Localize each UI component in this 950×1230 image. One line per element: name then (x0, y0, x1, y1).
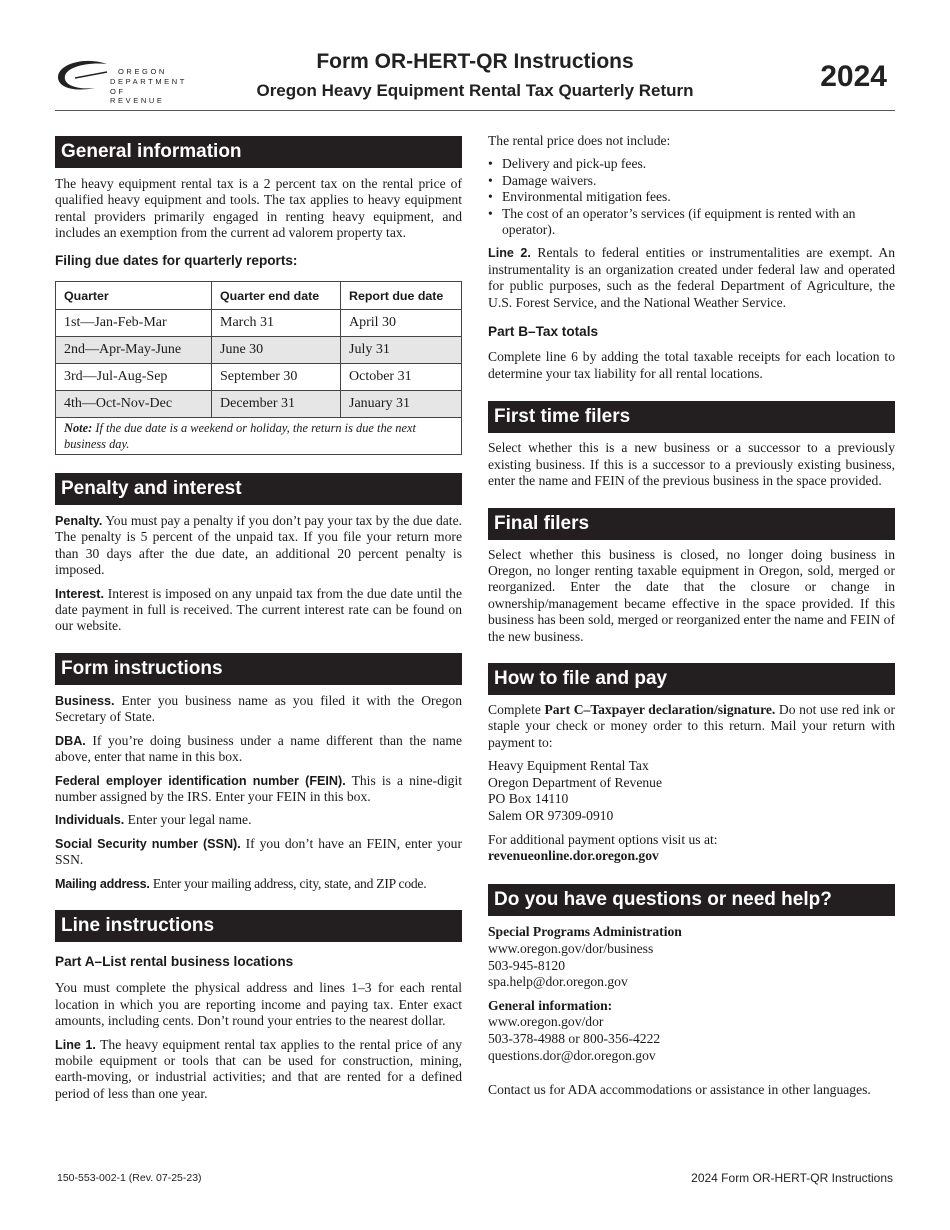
address-line: PO Box 14110 (488, 791, 569, 807)
page-header (55, 50, 895, 111)
table-note-text: If the due date is a weekend or holiday, the return is due the next business day. (64, 421, 416, 452)
list-item: • The cost of an operator’s services (if equipment is rented with an operator). (488, 206, 895, 239)
table-row (56, 364, 462, 391)
item-text: If you’re doing business under a name different than the name above, enter that name in this box. (55, 732, 462, 765)
body-post: Do not use red ink or staple your check or money order to this return. Mail your return with payment to: (488, 701, 895, 750)
line-1-paragraph (55, 1037, 462, 1103)
payment-options-text: For additional payment options visit us at: (488, 831, 718, 847)
item-label: DBA. (55, 733, 86, 748)
general-website-link[interactable]: www.oregon.gov/dor (488, 1014, 604, 1030)
item-text: This is a nine-digit number assigned by the IRS. Enter your FEIN in this box. (55, 772, 462, 804)
item-label: Social Security number (SSN). (55, 836, 241, 851)
line-1-label: Line 1. (55, 1037, 96, 1052)
general-contact-block (488, 998, 895, 1064)
table-cell: July 31 (341, 337, 462, 364)
address-line: Oregon Department of Revenue (488, 774, 663, 790)
filing-due-dates-table (55, 281, 462, 455)
part-a-heading: Part A–List rental business locations (55, 953, 294, 969)
file-and-pay-body (488, 702, 895, 751)
general-info-heading: General information: (488, 997, 613, 1013)
penalty-paragraph (55, 513, 462, 579)
address-line: Salem OR 97309-0910 (488, 807, 614, 823)
interest-label: Interest. (55, 586, 104, 601)
table-row (56, 337, 462, 364)
spa-phone: 503-945-8120 (488, 957, 566, 973)
item-label: Individuals. (55, 813, 125, 828)
table-cell: June 30 (212, 337, 341, 364)
table-cell: 2nd—Apr-May-June (56, 337, 212, 364)
form-item-business (55, 693, 462, 726)
part-a-body: You must complete the physical address and lines 1–3 for each rental location in which you are reporting income and paying tax. Enter exact amounts, including cents. Don’t round your entries to the nearest dollar. (55, 980, 462, 1029)
list-item: • Environmental mitigation fees. (488, 189, 895, 205)
logo-line-2: DEPARTMENT (110, 77, 187, 86)
table-row (56, 310, 462, 337)
body-pre: Complete (488, 701, 545, 717)
table-cell: 1st—Jan-Feb-Mar (56, 310, 212, 337)
spa-website-link[interactable]: www.oregon.gov/dor/business (488, 940, 654, 956)
help-heading: Do you have questions or need help? (488, 884, 895, 916)
item-label: Mailing address. (55, 876, 150, 891)
payment-options-link[interactable]: revenueonline.dor.oregon.gov (488, 847, 659, 863)
item-label: Federal employer identification number (FEIN). (55, 773, 346, 788)
page-subtitle: Oregon Heavy Equipment Rental Tax Quarterly Return (256, 81, 694, 100)
list-item: • Damage waivers. (488, 173, 895, 189)
interest-text: Interest is imposed on any unpaid tax from the due date until the date payment in full is received. The current interest rate can be found on our website. (55, 585, 462, 634)
item-text: Enter your mailing address, city, state, and ZIP code. (149, 875, 427, 891)
penalty-label: Penalty. (55, 514, 103, 529)
line-2-label: Line 2. (488, 246, 531, 261)
form-instructions-heading: Form instructions (55, 653, 462, 685)
body-bold: Part C–Taxpayer declaration/signature. (544, 701, 776, 717)
general-information-heading: General information (55, 136, 462, 168)
first-time-filers-body: Select whether this is a new business or a successor to a previously existing business. If this is a successor to a previously existing business, enter the name and FEIN of the previous business in the space provided. (488, 440, 895, 489)
line-1-text: The heavy equipment rental tax applies to the rental price of any mobile equipment or tools that can be used for construction, mining, earth-moving, or industrial activities; and that are rented for a defined period of less than one year. (55, 1036, 463, 1101)
form-year: 2024 (820, 60, 887, 93)
table-cell: April 30 (341, 310, 462, 337)
part-b-heading: Part B–Tax totals (488, 324, 599, 340)
logo-line-1: OREGON (118, 67, 167, 76)
ada-text: Contact us for ADA accommodations or assistance in other languages. (488, 1082, 871, 1098)
table-header-due-date: Report due date (341, 282, 462, 310)
file-and-pay-heading: How to file and pay (488, 663, 895, 695)
interest-paragraph (55, 586, 462, 635)
table-note-row (56, 418, 462, 455)
item-text: Enter your legal name. (124, 812, 252, 828)
footer-form-title: 2024 Form OR-HERT-QR Instructions (691, 1171, 893, 1185)
item-text: Enter you business name as you filed it with the Oregon Secretary of State. (55, 692, 462, 725)
table-cell: 3rd—Jul-Aug-Sep (56, 364, 212, 391)
table-row (56, 391, 462, 418)
table-header-quarter: Quarter (56, 282, 212, 310)
form-revision-number: 150-553-002-1 (Rev. 07-25-23) (57, 1172, 202, 1184)
table-header-row (56, 282, 462, 310)
table-cell: March 31 (212, 310, 341, 337)
spa-contact-block (488, 924, 895, 990)
form-item-mailing-address (55, 876, 462, 892)
list-item: • Delivery and pick-up fees. (488, 156, 895, 172)
final-filers-body: Select whether this business is closed, no longer doing business in Oregon, no longer renting taxable equipment in Oregon, sold, merged or reorganized. Enter the date that the closure or change in ownership/management became effective in the space provided. If this business has been sold, merged or reorganized enter the name and FEIN of the new business. (488, 546, 895, 644)
item-label: Business. (55, 693, 115, 708)
table-cell: January 31 (341, 391, 462, 418)
table-cell: September 30 (212, 364, 341, 391)
line-instructions-heading: Line instructions (55, 910, 462, 942)
spa-email-link[interactable]: spa.help@dor.oregon.gov (488, 974, 628, 990)
right-column (488, 133, 895, 1099)
table-cell: October 31 (341, 364, 462, 391)
table-note (56, 418, 462, 455)
penalty-interest-heading: Penalty and interest (55, 473, 462, 505)
table-cell: 4th—Oct-Nov-Dec (56, 391, 212, 418)
address-line: Heavy Equipment Rental Tax (488, 758, 649, 774)
form-item-dba (55, 733, 462, 766)
form-item-fein (55, 773, 462, 806)
spa-heading: Special Programs Administration (488, 924, 682, 940)
table-cell: December 31 (212, 391, 341, 418)
general-email-link[interactable]: questions.dor@dor.oregon.gov (488, 1047, 656, 1063)
not-include-list (488, 156, 895, 238)
first-time-filers-heading: First time filers (488, 401, 895, 433)
mailing-address-block (488, 758, 895, 824)
general-phone: 503-378-4988 or 800-356-4222 (488, 1030, 661, 1046)
form-item-individuals (55, 812, 462, 828)
line-2-text: Rentals to federal entities or instrumentalities are exempt. An instrumentality is an organization created under federal law and operated for public purposes, such as the federal Department of Agriculture, the U.S. Forest Service, and the National Weather Service. (488, 245, 895, 310)
filing-due-dates-heading: Filing due dates for quarterly reports: (55, 252, 298, 268)
logo-line-3: OF REVENUE (110, 87, 165, 105)
penalty-text: You must pay a penalty if you don’t pay your tax by the due date. The penalty is 5 percent of the unpaid tax. If you file your return more than 30 days after the due date, an additional 20 percent penalty is imposed. (55, 513, 462, 578)
table-note-label: Note: (64, 421, 93, 436)
page-title: Form OR-HERT-QR Instructions (316, 50, 634, 73)
table-header-end-date: Quarter end date (212, 282, 341, 310)
left-column (55, 133, 462, 1102)
general-information-body: The heavy equipment rental tax is a 2 percent tax on the rental price of qualified heavy equipment and tools. The tax applies to heavy equipment rental providers primarily engaged in renting heavy equipment, and includes an exemption from the current ad valorem property tax. (55, 176, 462, 241)
not-include-intro: The rental price does not include: (488, 133, 671, 148)
line-2-paragraph (488, 245, 895, 311)
final-filers-heading: Final filers (488, 508, 895, 540)
part-b-body: Complete line 6 by adding the total taxable receipts for each location to determine your tax liability for all rental locations. (488, 349, 895, 381)
item-text: If you don’t have an FEIN, enter your SSN. (55, 835, 462, 868)
form-item-ssn (55, 836, 462, 869)
